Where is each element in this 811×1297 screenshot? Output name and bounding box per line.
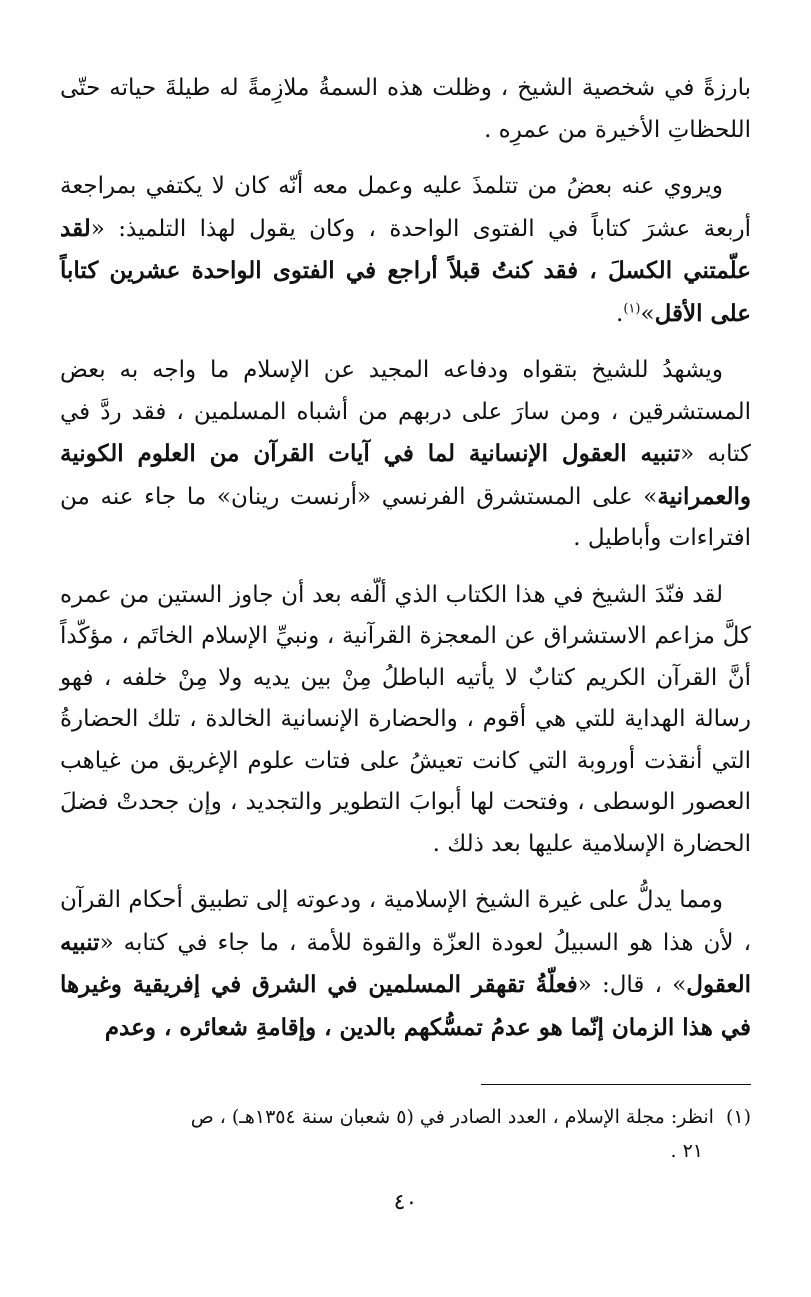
text-segment: » [640, 300, 655, 327]
footnote-separator [481, 1084, 751, 1085]
text-segment: . [616, 300, 624, 327]
bold-quote-text: فعلّةُ تقهقر المسلمين في الشرق في إفريقية وغيرها في هذا الزمان إنّما هو عدمُ تمسُّكهم بالدين ، وإقامةِ شعائره ، وعدم [60, 971, 751, 1041]
paragraph [60, 350, 751, 560]
text-segment: لقد فنّدَ الشيخ في هذا الكتاب الذي ألّفه بعد أن جاوز الستين من عمره كلَّ مزاعم الاستشراق عن المعجزة القرآنية ، ونبيِّ الإسلام الخاتَم ، مؤكّداً أنَّ القرآن الكريم كتابٌ لا يأتيه الباطلُ مِنْ بين يديه ولا مِنْ خلفه ، فهو رسالة الهداية للتي هي أقوم ، والحضارة الإنسانية الخالدة ، تلك الحضارةُ التي أنقذت أوروبة التي كانت تعيشُ على فتات علوم الإغريق من غياهب العصور الوسطى ، وفتحت لها أبوابَ التطوير والتجديد ، وإن جحدتْ فضلَ الحضارة الإسلامية عليها بعد ذلك . [60, 581, 751, 857]
text-segment: » ، قال: « [577, 972, 687, 998]
bold-quote-text: تنبيه العقول [60, 928, 751, 998]
footnote [60, 1100, 751, 1168]
bold-quote-text: لقد علّمتني الكسلَ ، فقد كنتُ قبلاً أراجع في الفتوى الواحدة عشرين كتاباً على الأقل [60, 214, 751, 327]
paragraph [60, 880, 751, 1049]
text-segment: بارزةً في شخصية الشيخ ، وظلت هذه السمةُ ملازِمةً له طيلةَ حياته حتّى اللحظاتِ الأخيرة من عمرِه . [60, 75, 751, 143]
footnote-number: (١) [725, 1106, 751, 1128]
footnote-text-line2: ٢١ . [670, 1140, 703, 1162]
text-segment: ومما يدلُّ على غيرة الشيخ الإسلامية ، ودعوته إلى تطبيق أحكام القرآن ، لأن هذا هو السبيلُ لعودة العزّة والقوة للأمة ، ما جاء في كتابه « [60, 887, 751, 956]
page-number: ٤٠ [393, 1190, 418, 1215]
footnote-reference: (١) [623, 300, 641, 316]
text-segment: ويروي عنه بعضُ من تتلمذَ عليه وعمل معه أنّه كان لا يكتفي بمراجعة أربعة عشرَ كتاباً في الفتوى الواحدة ، وكان يقول لهذا التلميذ: « [60, 173, 751, 242]
main-text [60, 68, 751, 1049]
text-segment: ويشهدُ للشيخ بتقواه ودفاعه المجيد عن الإسلام ما واجه به بعض المستشرقين ، ومن سارَ على دربهم من أشباه المسلمين ، فقد ردَّ في كتابه « [60, 357, 752, 467]
footnote-text-line1: انظر: مجلة الإسلام ، العدد الصادر في (٥ شعبان سنة ١٣٥٤هـ) ، ص [190, 1106, 714, 1128]
bold-quote-text: تنبيه العقول الإنسانية لما في آيات القرآن من العلوم الكونية والعمرانية [60, 440, 751, 510]
text-segment: » على المستشرق الفرنسي «أرنست رينان» ما جاء عنه من افتراءات وأباطيل . [60, 483, 751, 551]
paragraph [60, 166, 751, 335]
paragraph [60, 68, 751, 151]
paragraph [60, 575, 751, 866]
